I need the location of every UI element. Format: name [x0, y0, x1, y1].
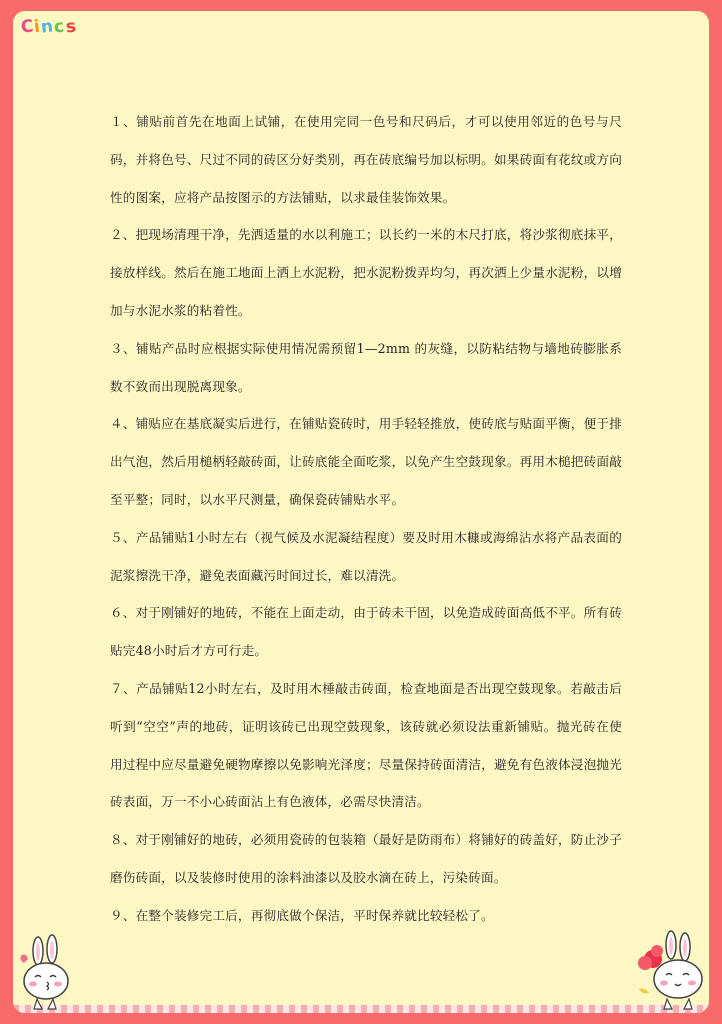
paragraph-9: ９、在整个装修完工后，再彻底做个保洁，平时保养就比较轻松了。 [110, 907, 494, 923]
document-body [110, 103, 622, 935]
logo-letter: n [40, 16, 55, 38]
brand-logo [21, 17, 76, 37]
logo-letter: c [53, 16, 66, 38]
logo-letter: C [19, 16, 35, 38]
paragraph-7: ７、产品铺贴12小时左右，及时用木棰敲击砖面，检查地面是否出现空鼓现象。若敲击后听到“空空”声的地砖，证明该砖已出现空鼓现象，该砖就必须设法重新铺贴。抛光砖在使用过程中应尽量避免硬物摩擦以免影响光泽度；尽量保持砖面清洁，避免有色液体浸泡抛光砖表面，万一不小心砖面沾上有色液体，必需尽快清洁。 [110, 680, 622, 810]
document-page [13, 11, 709, 1013]
paragraph-6: ６、对于刚铺好的地砖，不能在上面走动，由于砖未干固，以免造成砖面高低不平。所有砖贴完48小时后才方可行走。 [110, 605, 622, 659]
paragraph-3: ３、铺贴产品时应根据实际使用情况需预留1—2mm 的灰缝，以防粘结物与墙地砖膨胀系数不致而出现脱离现象。 [110, 340, 622, 394]
logo-letter: s [64, 16, 77, 38]
bunny-icon [16, 933, 76, 1011]
paragraph-1: １、铺贴前首先在地面上试铺，在使用完同一色号和尺码后，才可以使用邻近的色号与尺码，并将色号、尺过不同的砖区分好类别，再在砖底编号加以标明。如果砖面有花纹或方向性的图案，应将产品按图示的方法铺贴，以求最佳装饰效果。 [110, 114, 622, 205]
logo-letter: i [33, 16, 42, 38]
paragraph-8: ８、对于刚铺好的地砖，必须用瓷砖的包装箱（最好是防雨布）将铺好的砖盖好，防止沙子磨伤砖面，以及装修时使用的涂料油漆以及胶水滴在砖上，污染砖面。 [110, 832, 622, 885]
paragraph-4: ４、铺贴应在基底凝实后进行，在铺贴瓷砖时，用手轻轻推放，使砖底与贴面平衡，便于排出气泡，然后用槌柄轻敲砖面，让砖底能全面吃浆，以免产生空鼓现象。再用木槌把砖面敲至平整；同时，以水平尺测量，确保瓷砖铺贴水平。 [110, 416, 622, 507]
bunny-with-flower-icon [631, 929, 709, 1011]
paragraph-5: ５、产品铺贴1小时左右（视气候及水泥凝结程度）要及时用木糠或海绵沾水将产品表面的泥浆擦洗干净，避免表面藏污时间过长，难以清洗。 [110, 529, 622, 583]
decorative-bottom-strip [13, 1005, 709, 1013]
paragraph-2: ２、把现场清理干净，先洒适量的水以利施工；以长约一米的木尺打底，将沙浆彻底抹平，接放样线。然后在施工地面上洒上水泥粉，把水泥粉拨弄均匀，再次洒上少量水泥粉，以增加与水泥水浆的粘着性。 [110, 227, 622, 318]
